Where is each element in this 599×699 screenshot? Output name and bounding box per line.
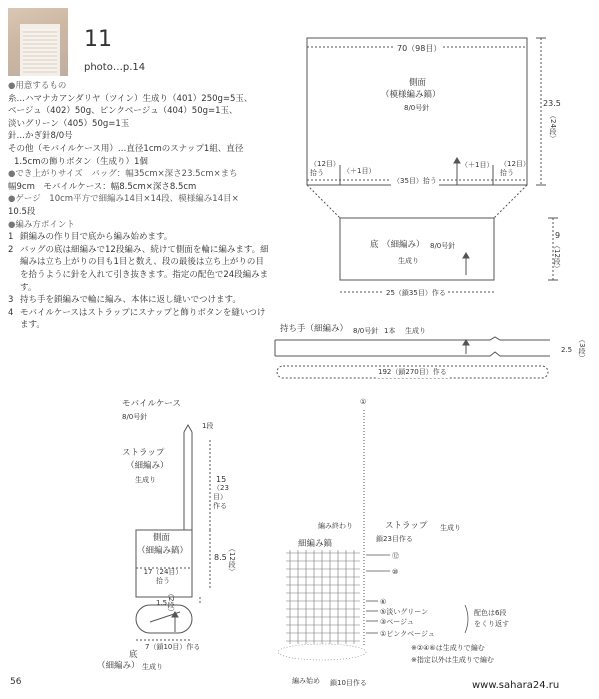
strap-outline <box>184 425 192 530</box>
chart-row-10: ⑩ <box>392 568 399 576</box>
case-gap-rows: （2段） <box>167 590 175 616</box>
strap-subtitle: （細編み） <box>126 461 169 471</box>
chart-row-top: ① <box>360 398 367 406</box>
bottom-width-label: 25（鎖35目）作る <box>386 289 446 297</box>
handle-color: 生成り <box>405 327 426 335</box>
point-item: 2 バッグの底は細編みで12段編み、続けて側面を輪に編みます。細編みは立ち上がりの目も1目と数え、段の最後は立ち上がりの目を拾うように針を入れて引き抜きます。指定の配色で24段編みます。 <box>8 244 269 293</box>
bottom-title: 底 <box>370 240 379 250</box>
case-side-subtitle: （細編み鎬） <box>137 546 189 556</box>
photo-reference: photo…p.14 <box>84 62 146 73</box>
side-height-rows: （24段） <box>549 112 557 142</box>
bottom-height-rows: （12段） <box>553 242 561 272</box>
handle-needle: 8/0号針 <box>353 327 379 335</box>
points-heading: 編み方ポイント <box>15 219 75 230</box>
chart-color-note-1: 配色は6段 <box>474 609 507 617</box>
bottom-color: 生成り <box>398 257 419 265</box>
gauge-heading: ゲージ <box>15 194 41 205</box>
case-side-title: 側面 <box>153 533 171 543</box>
gauge-line: 10.5段 <box>8 206 36 217</box>
chart-pattern-title: 細編み鎬 <box>298 539 333 549</box>
case-gap-label: 1.5 <box>156 599 168 607</box>
handle-strip <box>275 337 550 356</box>
case-bottom-panel <box>136 605 192 633</box>
case-bottom-subtitle: （細編み） <box>97 661 140 671</box>
case-width-label: 7（鎖10目）作る <box>145 643 201 651</box>
handle-height-rows: （3段） <box>578 336 586 362</box>
point-item: 3 持ち手を鎖編みで輪に編み、本体に返し縫いでつけます。 <box>8 295 241 306</box>
chart-row-1: ①ピンクベージュ <box>380 630 435 638</box>
strap-title: ストラップ <box>122 448 165 458</box>
materials-line: 淡いグリーン（405）50g=1玉 <box>8 118 130 129</box>
side-pick-right: （12目）拾う <box>500 160 527 177</box>
case-side-height: 8.5 <box>214 553 227 562</box>
size-line: 幅9cm モバイルケース：幅8.5cm×深さ8.5cm <box>8 181 197 192</box>
bottom-needle: 8/0号針 <box>430 242 456 250</box>
materials-line: ベージュ（402）50g、ピンクベージュ（404）50g=1玉、 <box>8 106 238 117</box>
strap-length: 15 <box>216 475 227 484</box>
chart-strap-chain: 鎖23目作る <box>376 535 413 543</box>
chart-strap-color: 生成り <box>440 524 461 532</box>
chart-strap-title: ストラップ <box>385 521 428 531</box>
bullet-icon: ● <box>8 219 16 230</box>
materials-line: 針…かぎ針8/0号 <box>8 131 73 142</box>
chart-row-3: ③ベージュ <box>380 618 414 626</box>
bullet-icon: ● <box>8 81 16 91</box>
side-plus1-left: （＋1目） <box>343 167 376 175</box>
side-width-label: 70（98目） <box>397 44 442 53</box>
bottom-height-label: 9 <box>555 231 561 240</box>
case-bottom-color: 生成り <box>142 663 163 671</box>
case-top-rows: 1段 <box>202 422 214 430</box>
materials-heading: 用意するもの <box>15 81 67 91</box>
materials-line: 1.5cmの飾りボタン（生成り）1個 <box>14 156 148 167</box>
case-needle: 8/0号針 <box>122 413 148 421</box>
pattern-number: 11 <box>84 27 112 52</box>
gauge-line: 10cm平方で細編み14目×14段、模様編み14目× <box>49 194 239 205</box>
point-item: 1 鎖編みの作り目で底から編み始めます。 <box>8 232 173 243</box>
side-needle: 8/0号針 <box>404 104 430 112</box>
side-height-label: 23.5 <box>543 99 561 108</box>
handle-title: 持ち手（細編み） <box>280 324 349 334</box>
handle-count: 1本 <box>384 327 396 335</box>
chart-start-chain: 鎖10目作る <box>330 679 367 687</box>
case-bottom-title: 底 <box>129 650 138 660</box>
side-plus1-right: （＋1目） <box>461 161 494 169</box>
side-pick-left: （12目）拾う <box>310 160 340 177</box>
side-subtitle: （模様編み鎬） <box>381 90 441 100</box>
page-number: 56 <box>10 677 22 687</box>
bottom-subtitle: （細編み） <box>382 240 425 250</box>
stitch-grid <box>278 550 366 660</box>
side-title: 側面 <box>409 78 427 88</box>
bullet-icon: ● <box>8 169 16 180</box>
chart-end-label: 編み終わり <box>318 522 353 530</box>
point-item: 4 モバイルケースはストラップにスナップと飾りボタンを縫いつけます。 <box>8 307 266 331</box>
handle-height-label: 2.5 <box>561 346 573 354</box>
chart-note-2: ※指定以外は生成りで編む <box>411 656 494 664</box>
materials-line: その他（モバイルケース用）…直径1cmのスナップ1組、直径 <box>8 143 244 154</box>
watermark: www.sahara24.ru <box>472 680 560 691</box>
chart-row-6: ⑥ <box>380 598 387 606</box>
chart-color-note-2: をくり返す <box>474 620 509 628</box>
strap-length-rows: （23目）作る <box>213 484 229 510</box>
chart-start-label: 編み始め <box>292 677 320 685</box>
size-line: バッグ：幅35cm×深さ23.5cm×まち <box>91 169 238 180</box>
case-pick-label: 17（24目）拾う <box>143 568 183 585</box>
strap-color: 生成り <box>135 476 156 484</box>
size-heading: でき上がりサイズ <box>15 169 83 180</box>
materials-line: 糸…ハマナカアンダリヤ（ツイン）生成り（401）250g=5玉、 <box>8 93 253 104</box>
side-center-pick: （35目）拾う <box>393 177 437 185</box>
chart-note-1: ※②④⑥は生成りで編む <box>411 644 485 652</box>
chart-row-5: ⑤淡いグリーン <box>380 608 429 616</box>
case-side-height-rows: （12段） <box>228 545 236 575</box>
chart-row-12: ⑫ <box>392 552 399 560</box>
bullet-icon: ● <box>8 194 16 205</box>
handle-length-label: 192（鎖270目）作る <box>378 368 447 376</box>
case-title: モバイルケース <box>122 399 181 409</box>
